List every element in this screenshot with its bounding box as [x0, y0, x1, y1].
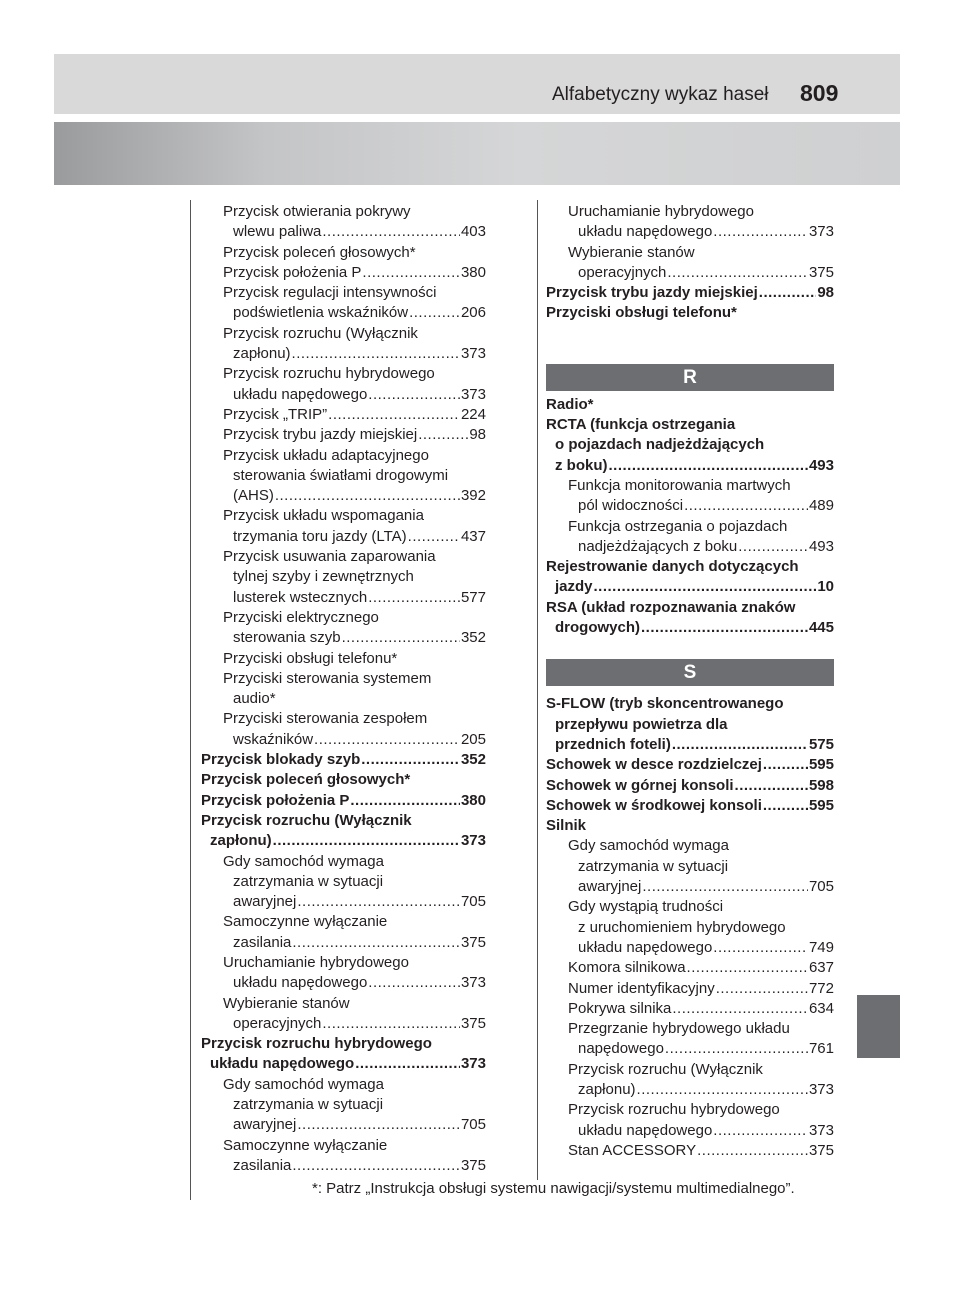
- entry-text: Przycisk blokady szyb: [201, 751, 361, 769]
- index-entry: [201, 912, 486, 953]
- entry-text: tylnej szyby i zewnętrznych: [233, 568, 414, 586]
- page-number: 809: [800, 80, 839, 106]
- dot-leader: [355, 1054, 460, 1074]
- index-entry: [546, 517, 834, 558]
- dot-leader: [713, 938, 808, 958]
- entry-text: jazdy: [555, 578, 593, 596]
- index-entry: [201, 405, 486, 425]
- entry-text: awaryjnej: [233, 893, 297, 911]
- dot-leader: [672, 999, 808, 1019]
- entry-text: awaryjnej: [578, 878, 642, 896]
- right-column-continued-entries: [546, 202, 834, 324]
- index-entry: [201, 1075, 486, 1136]
- dot-leader: [409, 303, 460, 323]
- dot-leader: [292, 344, 460, 364]
- dot-leader: [713, 1121, 808, 1141]
- index-entry: [201, 750, 486, 770]
- index-entry: [546, 395, 834, 415]
- index-entry: [546, 958, 834, 978]
- entry-text: Schowek w górnej konsoli: [546, 776, 734, 794]
- entry-text: Przycisk poleceń głosowych*: [201, 771, 411, 789]
- entry-text: napędowego: [578, 1040, 664, 1058]
- dot-leader: [637, 1080, 808, 1100]
- index-entry: [201, 811, 486, 852]
- entry-page-ref: 206: [460, 304, 486, 322]
- dot-leader: [275, 486, 460, 506]
- index-entry: [201, 283, 486, 324]
- section-header-s: S: [546, 659, 834, 686]
- entry-text: zatrzymania w sytuacji: [233, 872, 384, 890]
- entry-text: Przycisk poleceń głosowych*: [223, 243, 416, 261]
- entry-text: Przycisk regulacji intensywności: [223, 284, 437, 302]
- dot-leader: [342, 628, 460, 648]
- entry-page-ref: 375: [808, 263, 834, 281]
- index-entry: [546, 476, 834, 517]
- entry-text: zapłonu): [210, 832, 272, 850]
- entry-text: układu napędowego: [578, 1121, 713, 1139]
- entry-text: operacyjnych: [233, 1014, 322, 1032]
- entry-page-ref: 373: [808, 223, 834, 241]
- entry-text: Przycisk „TRIP”: [223, 405, 328, 423]
- entry-text: Przycisk rozruchu (Wyłącznik: [223, 324, 418, 342]
- entry-page-ref: 489: [808, 497, 834, 515]
- entry-text: Samoczynne wyłączanie: [223, 1136, 388, 1154]
- entry-text: Funkcja monitorowania martwych: [568, 476, 791, 494]
- entry-text: audio*: [233, 690, 276, 708]
- dot-leader: [292, 1156, 460, 1176]
- entry-page-ref: 595: [808, 756, 834, 774]
- entry-text: Przycisk rozruchu (Wyłącznik: [201, 811, 412, 829]
- entry-text: zasilania: [233, 1156, 292, 1174]
- index-entry: [201, 852, 486, 913]
- index-entry: [546, 243, 834, 284]
- entry-page-ref: 373: [460, 832, 486, 850]
- dot-leader: [273, 831, 460, 851]
- entry-page-ref: 772: [808, 979, 834, 997]
- index-entry: [546, 1141, 834, 1161]
- entry-text: S-FLOW (tryb skoncentrowanego: [546, 695, 784, 713]
- entry-text: Przyciski obsługi telefonu*: [223, 649, 398, 667]
- entry-text: Uruchamianie hybrydowego: [568, 203, 754, 220]
- entry-page-ref: 98: [469, 426, 486, 444]
- entry-text: (AHS): [233, 487, 274, 505]
- entry-text: trzymania toru jazdy (LTA): [233, 527, 407, 545]
- dot-leader: [322, 1014, 460, 1034]
- page-title: Alfabetyczny wykaz haseł: [552, 84, 769, 105]
- index-entry: [546, 796, 834, 816]
- dot-leader: [297, 1115, 460, 1135]
- entry-text: Przycisk rozruchu hybrydowego: [568, 1101, 780, 1119]
- dot-leader: [763, 796, 808, 816]
- entry-page-ref: 705: [460, 1116, 486, 1134]
- entry-page-ref: 392: [460, 487, 486, 505]
- entry-text: Pokrywa silnika: [568, 999, 672, 1017]
- entry-text: RCTA (funkcja ostrzegania: [546, 416, 736, 434]
- index-entry: [201, 263, 486, 283]
- entry-text: nadjeżdżających z boku: [578, 537, 738, 555]
- dot-leader: [368, 588, 460, 608]
- entry-text: wskaźników: [233, 730, 314, 748]
- dot-leader: [716, 979, 808, 999]
- entry-page-ref: 598: [808, 776, 834, 794]
- entry-text: zapłonu): [233, 345, 291, 363]
- index-entry: [201, 364, 486, 405]
- entry-page-ref: 493: [808, 456, 834, 474]
- entry-page-ref: 705: [460, 893, 486, 911]
- entry-text: przepływu powietrza dla: [555, 715, 728, 733]
- index-entry: [546, 897, 834, 958]
- entry-text: podświetlenia wskaźników: [233, 304, 409, 322]
- entry-text: Przycisk położenia P: [201, 791, 350, 809]
- dot-leader: [665, 1039, 808, 1059]
- entry-text: z boku): [555, 456, 608, 474]
- entry-text: Stan ACCESSORY: [568, 1141, 697, 1159]
- dot-leader: [713, 222, 808, 242]
- entry-text: Przycisk rozruchu (Wyłącznik: [568, 1060, 763, 1078]
- entry-text: układu napędowego: [233, 385, 368, 403]
- dot-leader: [759, 283, 817, 303]
- entry-page-ref: 98: [817, 284, 834, 302]
- center-divider-line: [537, 200, 538, 1180]
- entry-page-ref: 224: [460, 405, 486, 423]
- dot-leader: [738, 537, 808, 557]
- dot-leader: [328, 405, 460, 425]
- index-entry: [546, 776, 834, 796]
- index-entry: [546, 755, 834, 775]
- entry-text: przednich foteli): [555, 735, 671, 753]
- entry-text: Rejestrowanie danych dotyczących: [546, 558, 799, 576]
- entry-text: zatrzymania w sytuacji: [578, 857, 729, 875]
- index-entry: [546, 816, 834, 836]
- dot-leader: [763, 755, 808, 775]
- index-entry: [201, 649, 486, 669]
- entry-page-ref: 352: [460, 629, 486, 647]
- entry-text: Przycisk układu wspomagania: [223, 507, 424, 525]
- index-entry: [201, 791, 486, 811]
- index-entry: [546, 415, 834, 476]
- dot-leader: [687, 958, 808, 978]
- index-entry: [546, 1019, 834, 1060]
- entry-page-ref: 205: [460, 730, 486, 748]
- entry-page-ref: 373: [460, 974, 486, 992]
- entry-text: Przycisk trybu jazdy miejskiej: [546, 284, 758, 302]
- entry-text: RSA (układ rozpoznawania znaków: [546, 598, 796, 616]
- section-r-entries: [546, 395, 834, 639]
- dot-leader: [418, 425, 468, 445]
- entry-text: Funkcja ostrzegania o pojazdach: [568, 517, 788, 535]
- dot-leader: [361, 750, 460, 770]
- index-entry: [546, 1100, 834, 1141]
- entry-page-ref: 445: [808, 619, 834, 637]
- entry-text: Przyciski sterowania zespołem: [223, 710, 428, 728]
- entry-text: Uruchamianie hybrydowego: [223, 953, 409, 971]
- entry-text: zatrzymania w sytuacji: [233, 1096, 384, 1114]
- dot-leader: [609, 456, 808, 476]
- index-entry: [201, 243, 486, 263]
- entry-page-ref: 375: [460, 1156, 486, 1174]
- dot-leader: [672, 735, 808, 755]
- dot-leader: [641, 618, 808, 638]
- entry-text: sterowania światłami drogowymi: [233, 466, 449, 484]
- dot-leader: [292, 933, 460, 953]
- entry-text: układu napędowego: [233, 974, 368, 992]
- entry-text: drogowych): [555, 619, 640, 637]
- dot-leader: [322, 222, 460, 242]
- entry-page-ref: 373: [460, 385, 486, 403]
- index-entry: [201, 506, 486, 547]
- entry-page-ref: 761: [808, 1040, 834, 1058]
- index-entry: [546, 836, 834, 897]
- entry-text: układu napędowego: [578, 223, 713, 241]
- entry-text: Gdy samochód wymaga: [223, 852, 384, 870]
- entry-text: Komora silnikowa: [568, 959, 686, 977]
- index-entry: [546, 598, 834, 639]
- entry-page-ref: 437: [460, 527, 486, 545]
- entry-text: układu napędowego: [210, 1055, 355, 1073]
- index-entry: [201, 953, 486, 994]
- index-entry: [546, 557, 834, 598]
- dot-leader: [594, 577, 817, 597]
- index-entry: [201, 608, 486, 649]
- entry-page-ref: 352: [460, 751, 486, 769]
- entry-text: sterowania szyb: [233, 629, 341, 647]
- entry-text: Gdy samochód wymaga: [223, 1075, 384, 1093]
- entry-text: Silnik: [546, 817, 587, 835]
- entry-page-ref: 373: [460, 345, 486, 363]
- index-column-left: [201, 202, 486, 1176]
- entry-text: Przycisk położenia P: [223, 263, 362, 281]
- entry-text: Przycisk trybu jazdy miejskiej: [223, 426, 418, 444]
- entry-page-ref: 380: [460, 263, 486, 281]
- index-entry: [546, 979, 834, 999]
- index-entry: [546, 202, 834, 243]
- index-entry: [201, 709, 486, 750]
- index-entry: [201, 1034, 486, 1075]
- dot-leader: [642, 877, 808, 897]
- index-entry: [546, 999, 834, 1019]
- entry-text: lusterek wstecznych: [233, 588, 368, 606]
- dot-leader: [314, 730, 460, 750]
- section-s-entries: [546, 694, 834, 1161]
- entry-page-ref: 373: [460, 1055, 486, 1073]
- entry-page-ref: 380: [460, 791, 486, 809]
- entry-text: Przycisk układu adaptacyjnego: [223, 446, 429, 464]
- header-gradient-band: [54, 122, 900, 185]
- index-column-right: [546, 202, 834, 1161]
- dot-leader: [408, 527, 460, 547]
- entry-text: zapłonu): [578, 1080, 636, 1098]
- dot-leader: [368, 385, 460, 405]
- entry-text: pól widoczności: [578, 497, 684, 515]
- entry-text: Przycisk rozruchu hybrydowego: [223, 365, 435, 383]
- index-entry: [201, 425, 486, 445]
- entry-text: Gdy wystąpią trudności: [568, 898, 724, 916]
- index-entry: [546, 1060, 834, 1101]
- entry-text: Przyciski elektrycznego: [223, 608, 379, 626]
- entry-text: Przycisk rozruchu hybrydowego: [201, 1035, 432, 1053]
- index-entry: [201, 446, 486, 507]
- dot-leader: [297, 892, 460, 912]
- entry-page-ref: 637: [808, 959, 834, 977]
- index-entry: [201, 669, 486, 710]
- entry-text: Przycisk usuwania zaparowania: [223, 548, 436, 566]
- dot-leader: [684, 496, 808, 516]
- index-entry: [201, 770, 486, 790]
- section-header-r: R: [546, 364, 834, 391]
- entry-text: Przegrzanie hybrydowego układu: [568, 1020, 790, 1038]
- dot-leader: [697, 1141, 808, 1161]
- index-entry: [546, 303, 834, 323]
- index-entry: [546, 694, 834, 755]
- footnote: *: Patrz „Instrukcja obsługi systemu nawigacji/systemu multimedialnego”.: [312, 1180, 795, 1197]
- index-entry: [201, 547, 486, 608]
- entry-text: Schowek w środkowej konsoli: [546, 796, 762, 814]
- entry-text: operacyjnych: [578, 263, 667, 281]
- entry-page-ref: 403: [460, 223, 486, 241]
- index-entry: [546, 283, 834, 303]
- dot-leader: [735, 776, 808, 796]
- entry-text: Przycisk otwierania pokrywy: [223, 203, 411, 220]
- entry-text: Schowek w desce rozdzielczej: [546, 756, 762, 774]
- entry-page-ref: 375: [808, 1141, 834, 1159]
- index-entry: [201, 994, 486, 1035]
- entry-page-ref: 577: [460, 588, 486, 606]
- entry-page-ref: 749: [808, 938, 834, 956]
- left-divider-line: [190, 200, 191, 1200]
- dot-leader: [368, 973, 460, 993]
- entry-text: Gdy samochód wymaga: [568, 837, 729, 855]
- index-entry: [201, 324, 486, 365]
- entry-page-ref: 634: [808, 999, 834, 1017]
- index-entry: [201, 202, 486, 243]
- entry-page-ref: 373: [808, 1080, 834, 1098]
- dot-leader: [362, 263, 460, 283]
- entry-page-ref: 375: [460, 933, 486, 951]
- entry-page-ref: 705: [808, 878, 834, 896]
- dot-leader: [350, 791, 460, 811]
- entry-text: zasilania: [233, 933, 292, 951]
- index-entry: [201, 1136, 486, 1177]
- entry-text: Wybieranie stanów: [223, 994, 350, 1012]
- dot-leader: [667, 263, 808, 283]
- entry-text: układu napędowego: [578, 938, 713, 956]
- entry-page-ref: 375: [460, 1014, 486, 1032]
- entry-text: Wybieranie stanów: [568, 243, 695, 261]
- entry-text: Przyciski obsługi telefonu*: [546, 304, 737, 322]
- entry-text: wlewu paliwa: [233, 223, 322, 241]
- entry-text: Numer identyfikacyjny: [568, 979, 715, 997]
- entry-text: Przyciski sterowania systemem: [223, 669, 432, 687]
- entry-page-ref: 373: [808, 1121, 834, 1139]
- header-bar: [54, 54, 900, 114]
- entry-page-ref: 575: [808, 735, 834, 753]
- entry-text: Radio*: [546, 395, 594, 413]
- entry-text: awaryjnej: [233, 1116, 297, 1134]
- entry-text: z uruchomieniem hybrydowego: [578, 918, 786, 936]
- entry-page-ref: 10: [817, 578, 834, 596]
- chapter-tab-marker: [857, 995, 900, 1058]
- entry-text: Samoczynne wyłączanie: [223, 913, 388, 931]
- entry-page-ref: 595: [808, 796, 834, 814]
- entry-text: o pojazdach nadjeżdżających: [555, 436, 765, 454]
- entry-page-ref: 493: [808, 537, 834, 555]
